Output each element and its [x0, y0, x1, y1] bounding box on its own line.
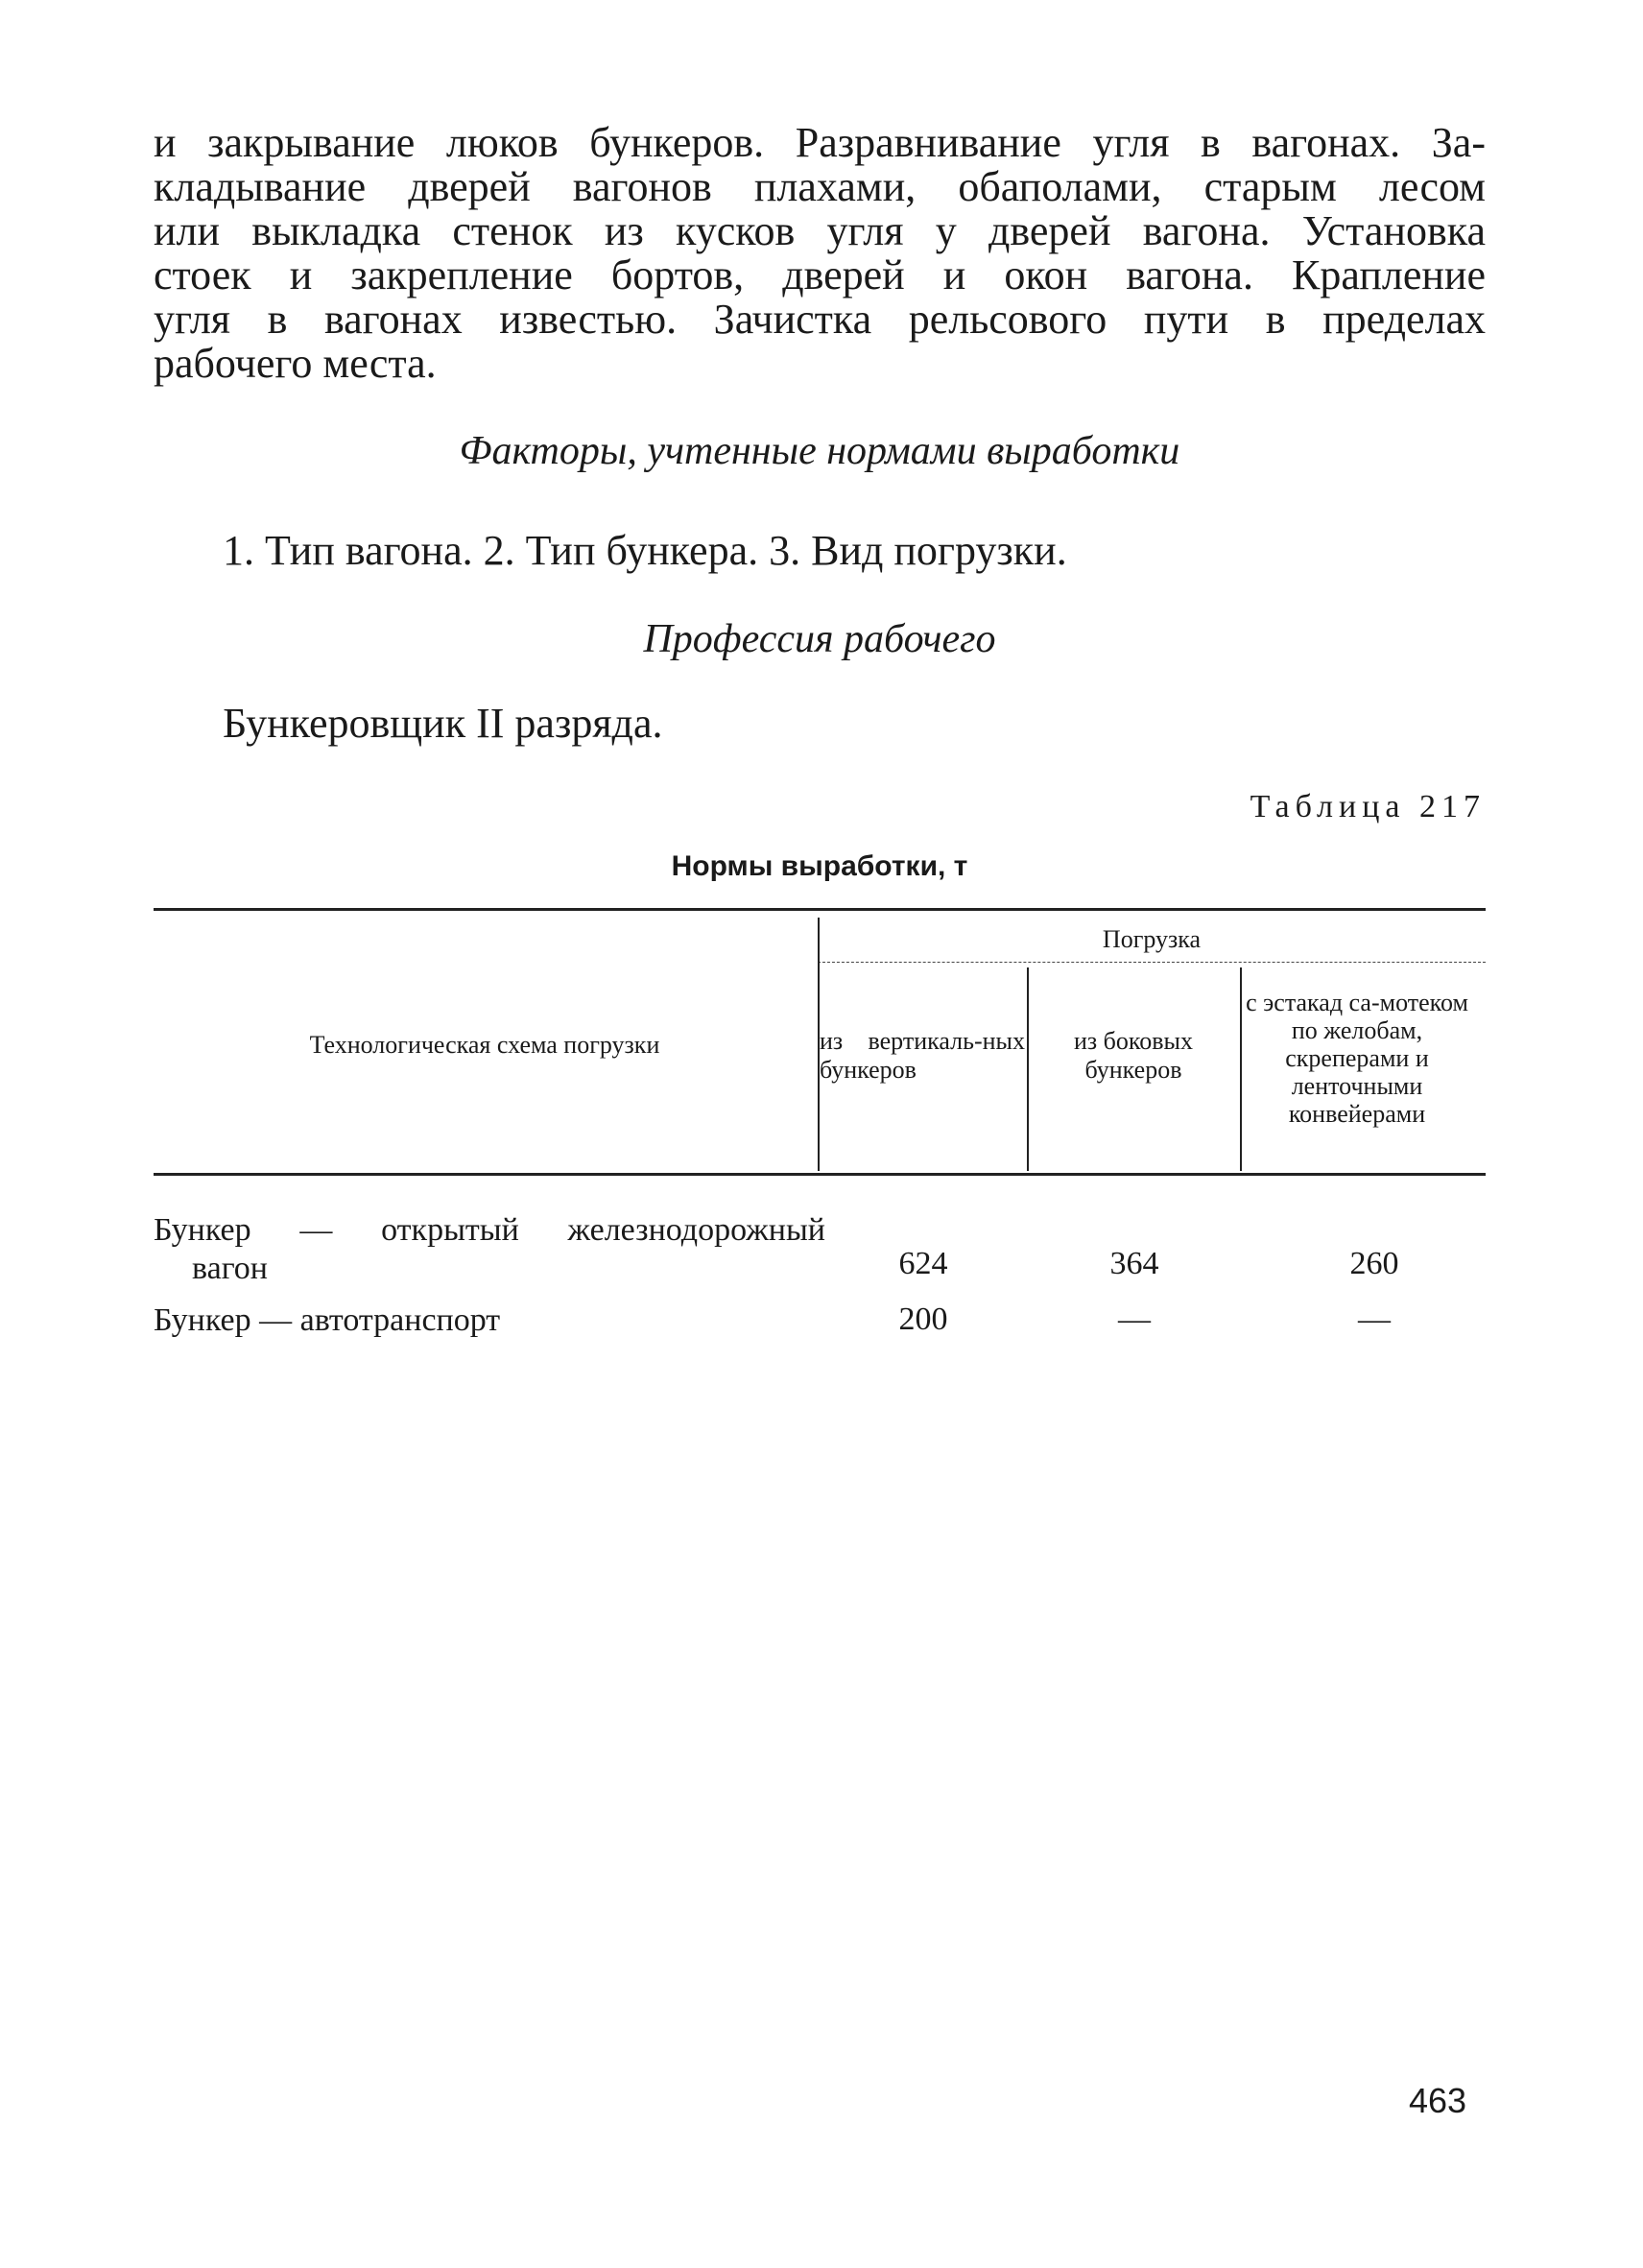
paragraph-line: стоек и закрепление бортов, дверей и окон вагона. Крапление	[154, 251, 1486, 298]
table-caption: Таблица 217	[1250, 789, 1486, 824]
table-cell: 260	[1349, 1246, 1399, 1281]
paragraph-line: рабочего места.	[154, 340, 437, 387]
header-bottom-rule	[154, 1173, 1486, 1176]
row-label-line: Бункер — открытый железнодорожный	[154, 1212, 825, 1248]
table-title: Нормы выработки, т	[671, 850, 968, 882]
table-row-label: Бункер — автотранспорт	[154, 1302, 501, 1338]
row-label-line: вагон	[192, 1251, 268, 1286]
group-header-rule	[818, 962, 1486, 963]
factors-heading: Факторы, учтенные нормами выработки	[459, 429, 1180, 473]
paragraph-line: и закрывание люков бункеров. Разравнивание угля в вагонах. За-	[154, 119, 1486, 166]
table-cell: —	[1358, 1301, 1391, 1337]
table-top-rule	[154, 908, 1486, 911]
worker-grade: Бункеровщик II разряда.	[223, 700, 663, 747]
table-cell: 624	[898, 1246, 948, 1281]
header-side-bunkers: из боковых бункеров	[1074, 1027, 1193, 1084]
table-cell: 200	[898, 1301, 948, 1337]
table-row-label	[154, 1211, 825, 1288]
table-cell: 364	[1109, 1246, 1159, 1281]
header-scheme: Технологическая схема погрузки	[309, 1031, 660, 1059]
page-number: 463	[1409, 2081, 1467, 2120]
header-loading-group: Погрузка	[1102, 925, 1202, 953]
paragraph-line: или выкладка стенок из кусков угля у дверей вагона. Установка	[154, 207, 1486, 254]
header-vertical-bunkers: из вертикаль-ных бункеров	[820, 1027, 1025, 1084]
paragraph-line: кладывание дверей вагонов плахами, обаполами, старым лесом	[154, 163, 1486, 210]
paragraph-line: угля в вагонах известью. Зачистка рельсового пути в пределах	[154, 296, 1486, 343]
profession-heading: Профессия рабочего	[643, 617, 996, 661]
header-trestle-loading: с эстакад са-мотеком по желобам, скреперами и ленточными конвейерами	[1246, 989, 1468, 1128]
table-cell: —	[1118, 1301, 1151, 1337]
intro-paragraph	[154, 121, 1486, 386]
factors-list: 1. Тип вагона. 2. Тип бункера. 3. Вид погрузки.	[223, 527, 1067, 574]
